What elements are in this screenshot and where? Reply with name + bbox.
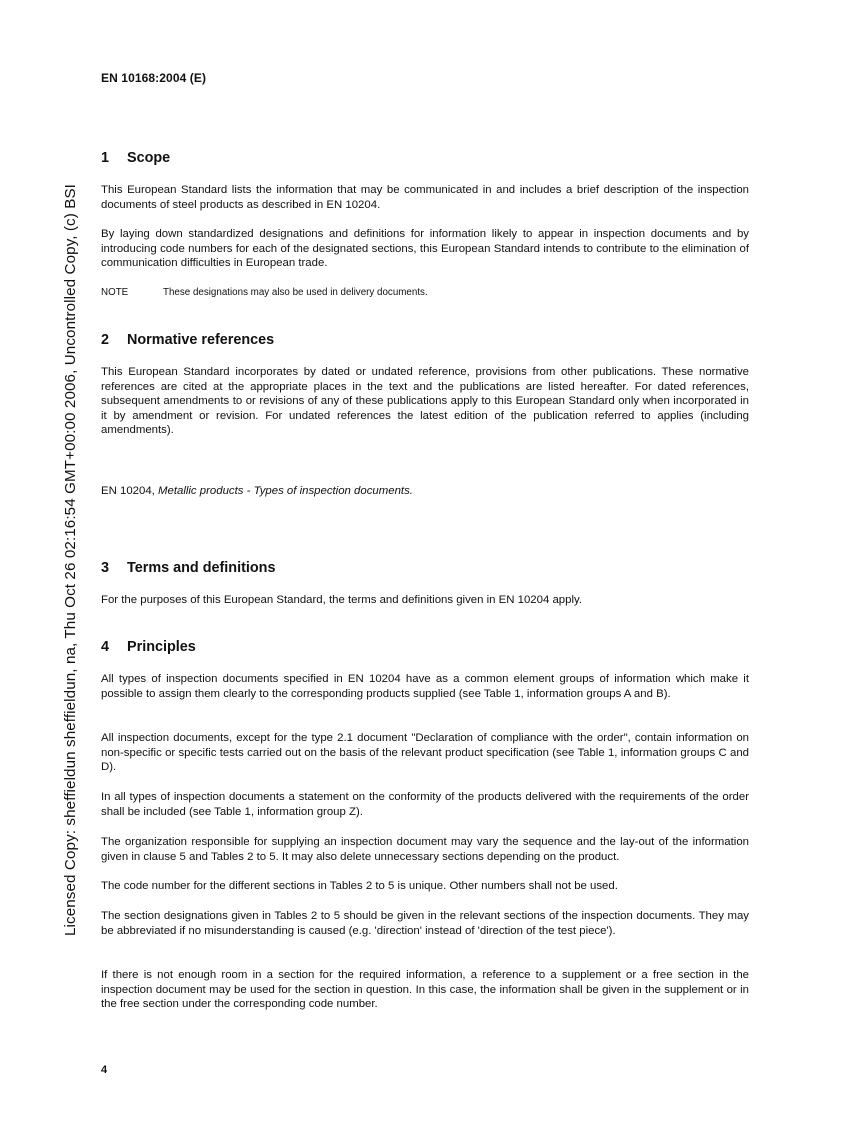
principles-paragraph-5: The code number for the different sections in Tables 2 to 5 is unique. Other numbers shall not be used. [101, 880, 618, 892]
note-label: NOTE [101, 287, 129, 298]
terms-paragraph-1: For the purposes of this European Standard, the terms and definitions given in EN 10204 apply. [101, 594, 583, 606]
section-number: 2 [101, 332, 110, 348]
scope-note [101, 286, 428, 299]
section-number: 4 [101, 639, 110, 655]
principles-paragraph-6: The section designations given in Tables 2 to 5 should be given in the relevant sections of the inspection documents. They may be abbreviated if no misunderstanding is caused (e.g. 'direction' instead of 'direction of the test piece'). [101, 910, 749, 937]
section-title: Principles [127, 639, 196, 655]
section-number: 3 [101, 560, 110, 576]
scope-paragraph-1: This European Standard lists the information that may be communicated in and includes a brief description of the inspection documents of steel products as described in EN 10204. [101, 184, 749, 211]
note-text: These designations may also be used in delivery documents. [163, 287, 428, 298]
principles-paragraph-7: If there is not enough room in a section for the required information, a reference to a supplement or a free section in the inspection document may be used for the section in question. In this case, the information shall be given in the supplement or in the free section under the corresponding code number. [101, 969, 749, 1011]
principles-paragraph-1: All types of inspection documents specified in EN 10204 have as a common element groups of information which make it possible to assign them clearly to the corresponding products supplied (see Table 1, information groups A and B). [101, 673, 749, 700]
reference-title: Metallic products - Types of inspection documents. [158, 485, 413, 497]
section-scope-heading [101, 150, 170, 166]
section-title: Terms and definitions [127, 560, 276, 576]
section-title: Scope [127, 150, 171, 166]
principles-paragraph-3: In all types of inspection documents a statement on the conformity of the products delivered with the requirements of the order shall be included (see Table 1, information group Z). [101, 791, 749, 818]
reference-code: EN 10204, [101, 485, 158, 497]
document-header: EN 10168:2004 (E) [101, 71, 207, 85]
section-principles-heading [101, 639, 196, 655]
normative-paragraph-1: This European Standard incorporates by dated or undated reference, provisions from other publications. These normative references are cited at the appropriate places in the text and the publications are listed hereafter. For dated references, subsequent amendments to or revisions of any of these publications apply to this European Standard only when incorporated in it by amendment or revision. For undated references the latest edition of the publication referred to applies (including amendments). [101, 366, 749, 437]
section-number: 1 [101, 150, 110, 166]
section-title: Normative references [127, 332, 275, 348]
normative-reference-en10204 [101, 484, 749, 499]
license-watermark: Licensed Copy: sheffieldun sheffieldun, na, Thu Oct 26 02:16:54 GMT+00:00 2006, Uncontrolled Copy, (c) BSI [62, 183, 79, 936]
section-terms-heading [101, 560, 275, 576]
page-number: 4 [101, 1064, 108, 1076]
section-normative-heading [101, 332, 274, 348]
scope-paragraph-2: By laying down standardized designations and definitions for information likely to appear in inspection documents and by introducing code numbers for each of the designated sections, this European Standard intends to contribute to the elimination of communication difficulties in European trade. [101, 228, 749, 270]
principles-paragraph-4: The organization responsible for supplying an inspection document may vary the sequence and the lay-out of the information given in clause 5 and Tables 2 to 5. It may also delete unnecessary sections depending on the product. [101, 836, 749, 863]
principles-paragraph-2: All inspection documents, except for the type 2.1 document "Declaration of compliance with the order", contain information on non-specific or specific tests carried out on the basis of the relevant product specification (see Table 1, information groups C and D). [101, 732, 749, 774]
